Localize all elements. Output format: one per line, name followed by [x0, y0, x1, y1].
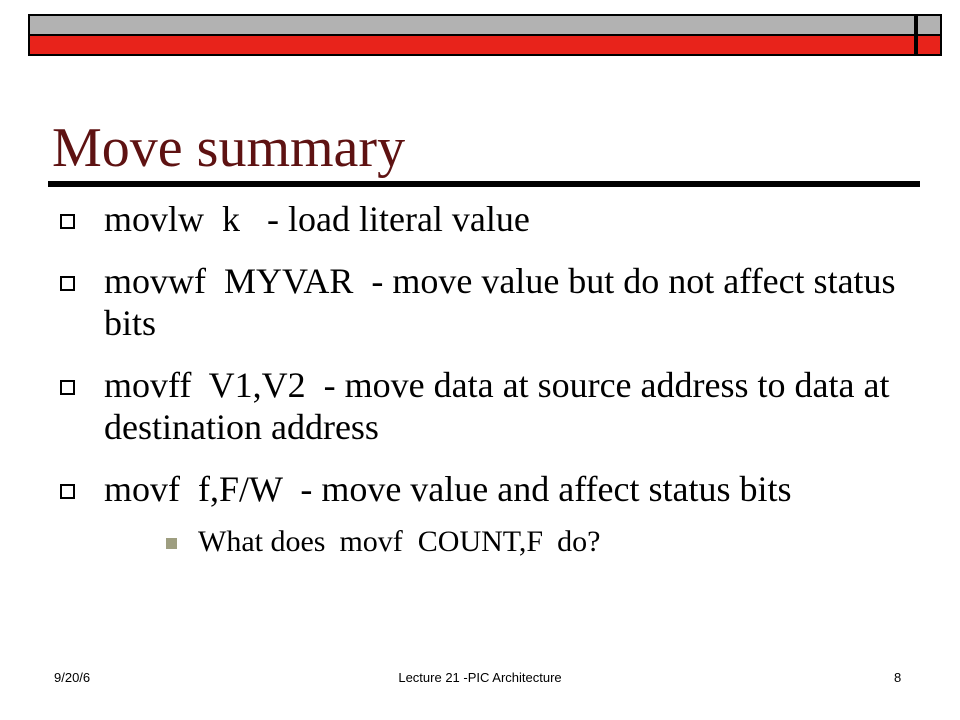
footer-date: 9/20/6	[54, 670, 91, 685]
bullet-text: movlw k - load literal value	[104, 199, 530, 239]
header-square-red	[916, 36, 942, 56]
hollow-square-bullet-icon	[60, 380, 75, 395]
hollow-square-bullet-icon	[60, 214, 75, 229]
bullet-item-movff	[60, 364, 920, 448]
footer-page-number: 8	[894, 670, 902, 685]
sub-bullet-code: movf COUNT,F	[339, 525, 544, 558]
hollow-square-bullet-icon	[60, 276, 75, 291]
sub-bullet-lead: What does	[198, 525, 326, 558]
header-bar-gray	[28, 14, 916, 36]
bullet-text: movff V1,V2 - move data at source address to data at destination address	[104, 365, 899, 447]
filled-square-bullet-icon	[166, 538, 177, 549]
slide-title: Move summary	[52, 117, 406, 179]
sub-bullet-tail: do?	[557, 525, 601, 558]
bullet-item-movwf	[60, 260, 920, 344]
bullet-text: movwf MYVAR - move value but do not affect status bits	[104, 261, 905, 343]
hollow-square-bullet-icon	[60, 484, 75, 499]
header-bar-red	[28, 36, 916, 56]
bullet-text: movf f,F/W - move value and affect status bits	[104, 469, 792, 509]
bullet-list	[60, 198, 920, 580]
sub-bullet-question	[104, 524, 920, 560]
bullet-item-movlw	[60, 198, 920, 240]
header-square-gray	[916, 14, 942, 36]
title-underline	[48, 181, 920, 187]
footer-title: Lecture 21 -PIC Architecture	[398, 670, 562, 685]
bullet-item-movf	[60, 468, 920, 560]
